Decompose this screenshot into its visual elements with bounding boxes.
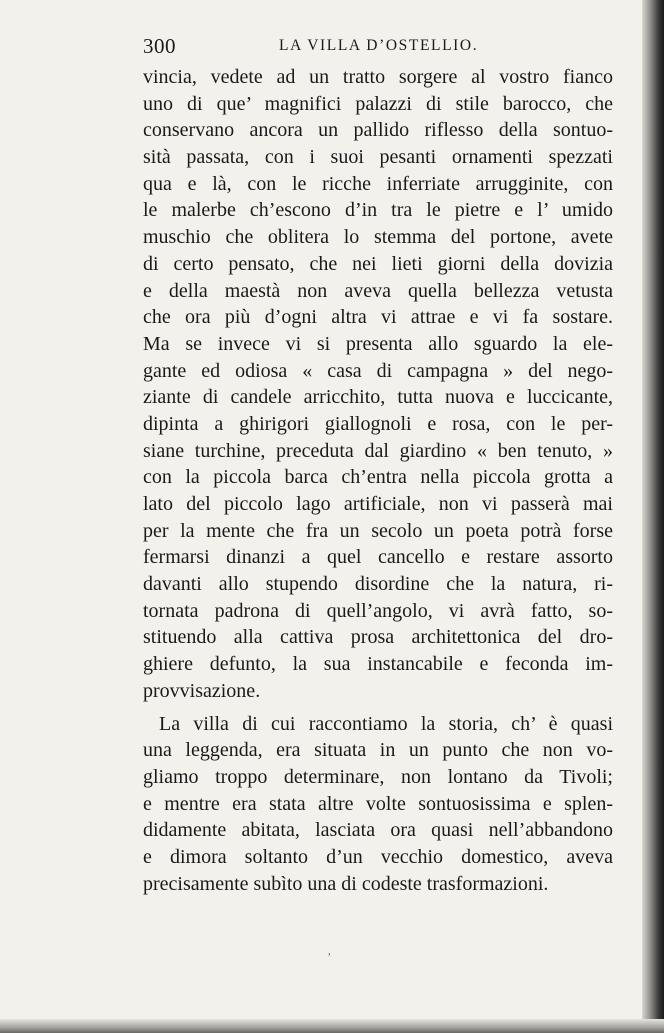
text-line: per la mente che fra un secolo un poeta potrà forse (143, 519, 613, 542)
text-line: muschio che oblitera lo stemma del portone, avete (143, 226, 613, 249)
text-line: sità passata, con i suoi pesanti ornamenti spezzati (143, 146, 613, 169)
running-title: LA VILLA D’OSTELLIO. (279, 37, 479, 54)
body-text (143, 64, 613, 897)
text-line: ziante di candele arricchito, tutta nuova e luccicante, (143, 386, 613, 409)
text-line: gliamo troppo determinare, non lontano da Tivoli; (143, 765, 613, 788)
text-line: davanti allo stupendo disordine che la natura, ri- (143, 573, 613, 596)
text-line: tornata padrona di quell’angolo, vi avrà fatto, so- (143, 599, 613, 622)
text-line: siane turchine, preceduta dal giardino « ben tenuto, » (143, 439, 613, 462)
text-line: e della maestà non aveva quella bellezza vetusta (143, 279, 613, 302)
text-line: dipinta a ghirigori giallognoli e rosa, con le per- (143, 412, 613, 435)
text-line: precisamente subìto una di codeste trasformazioni. (143, 872, 549, 895)
text-line: ghiere defunto, la sua instancabile e feconda im- (143, 653, 613, 676)
text-line: che ora più d’ogni altra vi attrae e vi fa sostare. (143, 306, 613, 329)
text-line: con la piccola barca ch’entra nella piccola grotta a (143, 466, 613, 489)
text-line: La villa di cui raccontiamo la storia, ch’ è quasi (159, 712, 613, 735)
text-line: di certo pensato, che nei lieti giorni della dovizia (143, 252, 613, 275)
text-line: Ma se invece vi si presenta allo sguardo la ele- (143, 332, 613, 355)
text-line: vincia, vedete ad un tratto sorgere al vostro fianco (143, 66, 613, 88)
page-edge-shadow (642, 0, 664, 1033)
text-line: stituendo alla cattiva prosa architettonica del dro- (143, 626, 613, 649)
text-line: provvisazione. (143, 679, 261, 702)
page-bottom-edge (0, 1019, 664, 1033)
text-line: didamente abitata, lasciata ora quasi nell’abbandono (143, 819, 613, 842)
text-line: qua e là, con le ricche inferriate arrugginite, con (143, 172, 613, 195)
text-line: una leggenda, era situata in un punto che non vo- (143, 739, 613, 762)
text-line: e dimora soltanto d’un vecchio domestico, aveva (143, 845, 613, 868)
text-line: fermarsi dinanzi a quel cancello e restare assorto (143, 546, 613, 569)
printer-mark: ʾ (327, 952, 332, 967)
page-number: 300 (143, 34, 176, 58)
text-line: le malerbe ch’escono d’in tra le pietre e l’ umido (143, 199, 613, 222)
text-line: uno di que’ magnifici palazzi di stile barocco, che (143, 92, 613, 115)
text-line: gante ed odiosa « casa di campagna » del nego- (143, 359, 613, 382)
text-line: lato del piccolo lago artificiale, non vi passerà mai (143, 493, 613, 515)
text-line: e mentre era stata altre volte sontuosissima e splen- (143, 792, 613, 815)
text-line: conservano ancora un pallido riflesso della sontuo- (143, 119, 613, 142)
page-header (143, 34, 613, 60)
